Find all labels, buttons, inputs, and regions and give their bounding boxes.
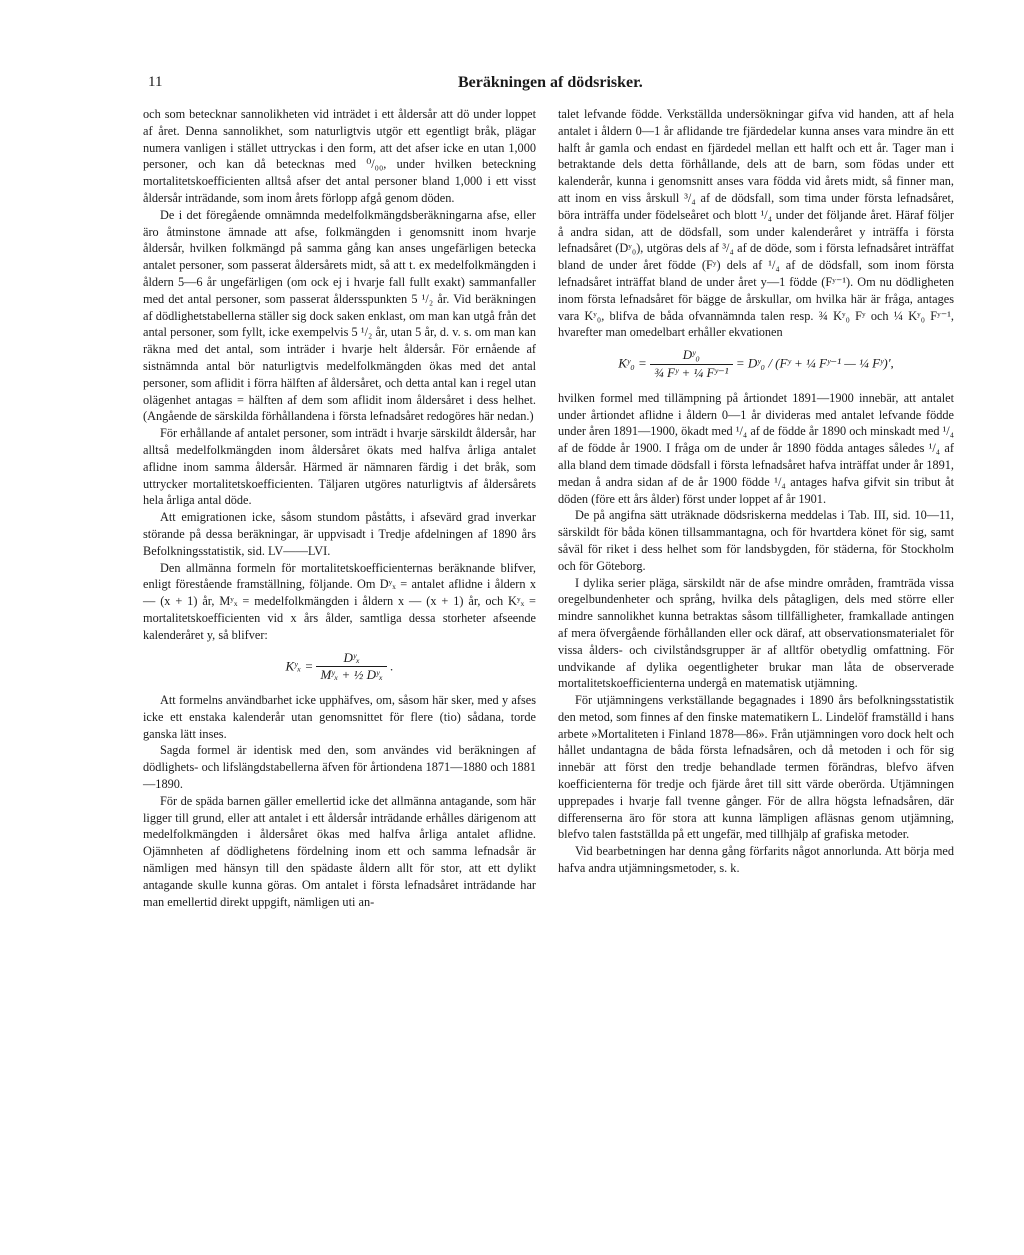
right-column <box>558 106 954 877</box>
paragraph: Att formelns användbarhet icke upphäfves, om, såsom här sker, med y afses icke ett enstaka kalenderår utan genomsnittet för flere (tio) sådana, torde ganska lätt inses. <box>143 693 536 741</box>
paragraph: De på angifna sätt uträknade dödsriskerna meddelas i Tab. III, sid. 10—11, särskildt för båda könen tillsammantagna, och för hvartdera könet för sig, samt såväl för riket i dess helhet som för landsbygden, för städerna, för Stockholm och för Göteborg. <box>558 508 954 573</box>
left-column <box>143 106 536 910</box>
paragraph: Vid bearbetningen har denna gång förfarits något annorlunda. Att börja med hafva andra utjämningsmetoder, s. k. <box>558 844 954 876</box>
paragraph: Den allmänna formeln för mortalitetskoefficienternas beräknande blifver, enligt förestående framställning, följande. Om Dʸₓ = antalet aflidne i åldern x — (x + 1) år, Mʸₓ = medelfolkmängden i åldern x — (x + 1) år, och Kʸₓ = mortalitetskoefficienten vid x års ålder, samtliga dessa storheter afseende kalenderåret y, så blifver: <box>143 560 536 642</box>
formula-fraction <box>316 650 387 685</box>
formula <box>558 347 954 382</box>
formula-tail: = Dʸ₀ / (Fʸ + ¼ Fʸ⁻¹ — ¼ Fʸ)', <box>732 355 894 371</box>
paragraph: För de späda barnen gäller emellertid icke det allmänna antagande, som här ligger till grund, eller att antalet i ett åldersår inträdande erhålles därigenom att medelfolkmängden i åldersåret ökas med halfva årliga antalet aflidne. Ojämnheten af dödlighetens fördelning inom ett och samma lefnadsår är nämligen med hänsyn till den spädaste åldern allt för stor, att ett dylikt antagande skulle kunna göras. Om antalet i första lefnadsåret inträdande har man emellertid direkt uppgift, nämligen uti an- <box>143 793 536 909</box>
formula-lhs: Kʸₓ = <box>285 657 317 673</box>
formula-tail: . <box>386 657 394 673</box>
formula-denominator: Mʸₓ + ½ Dʸₓ <box>320 667 383 683</box>
formula-numerator: Dʸₓ <box>316 650 387 668</box>
paragraph: För erhållande af antalet personer, som inträdt i hvarje särskildt åldersår, har alltså medelfolkmängden inom åldersåret ökats med halfva årliga antalet aflidne inom samma åldersår. Härmed är nämnaren färdig i det bråk, som uttrycker mortalitetskoefficienten. Täljaren utgöres naturligtvis af åldersårets hela årliga antal döde. <box>143 426 536 508</box>
paragraph: talet lefvande födde. Verkställda undersökningar gifva vid handen, att af hela antalet i åldern 0—1 år aflidande tre fjärdedelar kunna anses vara mindre än ett halft år gamla och endast en fjärdedel mellan ett halft och ett år. Tager man i betraktande dels detta förhållande, dels att de barn, som födas under ett kalenderår, kunna i genomsnitt anses vara födda vid årets midt, så finner man, att inom en viss årskull ³/₄ af de dödsfall, som tima under första lefnadsåret, böra inträffa under födelseåret och blott ¹/₄ under det följande året. Häraf följer å andra sidan, att de dödsfall, som under kalenderåret y inträffa i första lefnadsåret (Dʸ₀), utgöras dels af ³/₄ af de döde, som i första lefnadsåret inträffat bland de under året födde (Fʸ) dels af ¹/₄ af de dödsfall, som inom första lefnadsåret inträffat bland de under året y—1 födde (Fʸ⁻¹). Om nu dödligheten inom första lefnadsåret för bägge de årskullar, om hvilka här är fråga, antages vara Kʸ₀, blifva de båda ofvannämnda talen resp. ¾ Kʸ₀ Fʸ och ¼ Kʸ₀ Fʸ⁻¹, hvarefter man omedelbart erhåller ekvationen <box>558 107 954 340</box>
paragraph: För utjämningens verkställande begagnades i 1890 års befolkningsstatistik den metod, som finnes af den finske matematikern L. Lindelöf framställd i hans arbete »Mortaliteten i Finland 1878—86». Från utjämningen voro dock helt och hållet undantagna de båda första lefnadsåren, och då metoden i och för sig innebär att först den tredje behandlade termen förändras, blefvo äfven koefficienterna för tredje och fjärde året till sitt värde oberörda. Utjämningen upprepades i hvarje fall tvenne gånger. För de allra högsta lefnadsåren, där differenserna äro för stora att kunna lämpligen afläsnas genom utjämning, blefvo talen fastställda på ett ungefär, med tillhjälp af grafiska metoder. <box>558 693 954 842</box>
page-header <box>148 74 886 96</box>
formula-numerator: Dʸ₀ <box>650 347 733 365</box>
page-title: Beräkningen af dödsrisker. <box>458 74 643 91</box>
formula-lhs: Kʸ₀ = <box>618 355 651 371</box>
paragraph: I dylika serier pläga, särskildt när de afse mindre områden, framträda vissa oregelbundenheter och språng, hvilka dels påtagligen, dels med större eller mindre sannolikhet kunna betraktas såsom tillfälligheter, framkallade antingen af mera öfvergående förhållanden eller ock däraf, att observationsmaterialet för vissa ålders- och civilståndsgrupper är af alltför obetydlig omfattning. För undvikande af dylika oegentligheter brukar man låta de observerade mortalitetskoefficienterna undergå en matematisk utjämning. <box>558 575 954 691</box>
paragraph: och som betecknar sannolikheten vid inträdet i ett åldersår att dö under loppet af året. Denna sannolikhet, som naturligtvis utgör ett egentligt bråk, plägar numera vanligen i stället uttryckas i den form, att det afser icke en utan 1,000 personer, och kan då betecknas med ⁰/₀₀, under hvilken beteckning mortalitetskoefficienten alltså afser det antal personer bland 1,000 i ett visst åldersår inträdande, som inom årets förlopp afgå genom döden. <box>143 107 536 205</box>
paragraph: hvilken formel med tillämpning på årtiondet 1891—1900 innebär, att antalet under årtiondet aflidne i åldern 0—1 år divideras med antalet lefvande födde under åren 1891—1900, ökadt med ¹/₄ af de födde år 1890 och minskadt med ¹/₄ af de födde år 1900. I fråga om de under år 1890 födda antages således ¹/₄ af alla bland dem timade dödsfall i första lefnadsåret hafva inträffat under år 1891, medan å andra sidan af de år 1900 födde ¹/₄ antages hafva gifvit sin tribut åt döden (före ett års ålder) först under loppet af år 1901. <box>558 390 954 506</box>
paragraph: De i det föregående omnämnda medelfolkmängdsberäkningarna afse, eller äro åtminstone ämnade att afse, folkmängden i genomsnitt inom hvarje åldersår, hvilken folkmängd på samma gång kan anses ungefärligen betecka antalet personer, som passerat åldersårets midt, så att t. ex medelfolkmängden i åldern 5—6 år ungefärligen (om ock ej i hvarje fall fullt exakt) sammanfaller med det antal personer, som passerat åldersspunkten 5 ¹/₂ år. Vid beräkningen af dödlighetstabellerna ställer sig dock saken enklast, om man kan utgå från det antal personer, som fyllt, icke exempelvis 5 ¹/₂ år, utan 5 år, d. v. s. om man kan räkna med det antal, som inträder i hvarje helt åldersår. För ernående af sistnämnda antal bör naturligtvis medelfolkmängden ökas med det antal personer, som aflidit i förra hälften af åldersåret, och detta antal kan i regel utan olägenhet antagas = hälften af dem som aflidit inom åldersåret i dess helhet. (Angående de särskilda förhållandena i första lefnadsåret redogöres här nedan.) <box>143 207 536 424</box>
paragraph: Sagda formel är identisk med den, som användes vid beräkningen af dödlighets- och lifslängdstabellerna äfven för årtiondena 1871—1880 och 1881—1890. <box>143 743 536 792</box>
formula-denominator: ¾ Fʸ + ¼ Fʸ⁻¹ <box>654 364 729 380</box>
formula <box>143 650 536 685</box>
page-number: 11 <box>148 74 163 90</box>
paragraph: Att emigrationen icke, såsom stundom påståtts, i afsevärd grad inverkar störande på dessa beräkningar, är uppvisadt i Tredje afdelningen af 1890 års Befolkningsstatistik, sid. LV——LVI. <box>143 510 536 558</box>
formula-fraction <box>650 347 733 382</box>
